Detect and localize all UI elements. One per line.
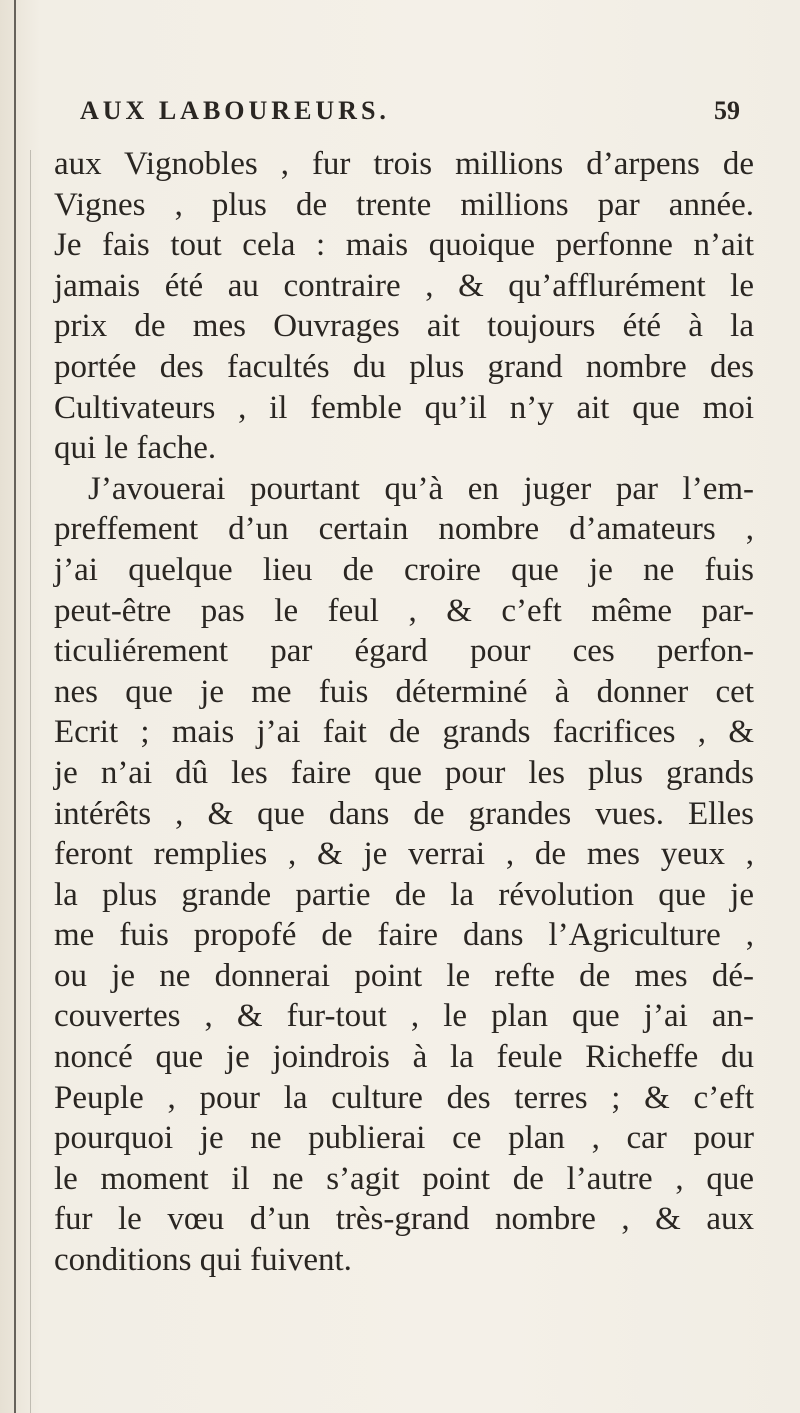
page-number: 59 — [714, 96, 740, 125]
text-line: le moment il ne s’agit point de l’autre , que — [54, 1160, 754, 1197]
running-title: AUX LABOUREURS. — [80, 96, 390, 125]
text-line: je n’ai dû les faire que pour les plus grands — [54, 754, 754, 791]
text-line: ou je ne donnerai point le refte de mes dé- — [54, 957, 754, 994]
text-line: prix de mes Ouvrages ait toujours été à la — [54, 308, 754, 345]
text-line: Peuple , pour la culture des terres ; & c’eft — [54, 1079, 754, 1116]
page-binding-edge — [14, 0, 16, 1413]
text-line: aux Vignobles , fur trois millions d’arpens de — [54, 146, 754, 182]
text-line: portée des facultés du plus grand nombre des — [54, 348, 754, 385]
text-line: J’avouerai pourtant qu’à en juger par l’em- — [88, 470, 754, 507]
page-gutter-shadow — [30, 150, 31, 1413]
body-text — [54, 144, 754, 1281]
text-line: Cultivateurs , il femble qu’il n’y ait que moi — [54, 389, 754, 426]
text-line: preffement d’un certain nombre d’amateurs , — [54, 511, 754, 548]
text-line: peut-être pas le feul , & c’eft même par- — [54, 592, 754, 629]
text-line: noncé que je joindrois à la feule Richeffe du — [54, 1039, 754, 1076]
text-line: j’ai quelque lieu de croire que je ne fuis — [54, 551, 754, 588]
text-line: nes que je me fuis déterminé à donner cet — [54, 673, 754, 710]
text-line: conditions qui fuivent. — [54, 1242, 352, 1279]
text-line: couvertes , & fur-tout , le plan que j’ai an- — [54, 998, 754, 1035]
text-line: fur le vœu d’un très-grand nombre , & aux — [54, 1201, 754, 1238]
text-line: Vignes , plus de trente millions par année. — [54, 186, 754, 223]
page-header — [80, 96, 740, 136]
text-line: Je fais tout cela : mais quoique perfonne n’ait — [54, 227, 754, 264]
text-line: pourquoi je ne publierai ce plan , car pour — [54, 1120, 754, 1157]
text-line: Ecrit ; mais j’ai fait de grands facrifices , & — [54, 714, 754, 751]
text-line: me fuis propofé de faire dans l’Agriculture , — [54, 917, 754, 954]
text-line: ticuliérement par égard pour ces perfon- — [54, 633, 754, 670]
text-line: feront remplies , & je verrai , de mes yeux , — [54, 836, 754, 873]
text-line: la plus grande partie de la révolution que je — [54, 876, 754, 913]
text-line: jamais été au contraire , & qu’afflurément le — [54, 267, 754, 304]
text-line: intérêts , & que dans de grandes vues. Elles — [54, 795, 754, 832]
text-line: qui le fache. — [54, 430, 217, 467]
